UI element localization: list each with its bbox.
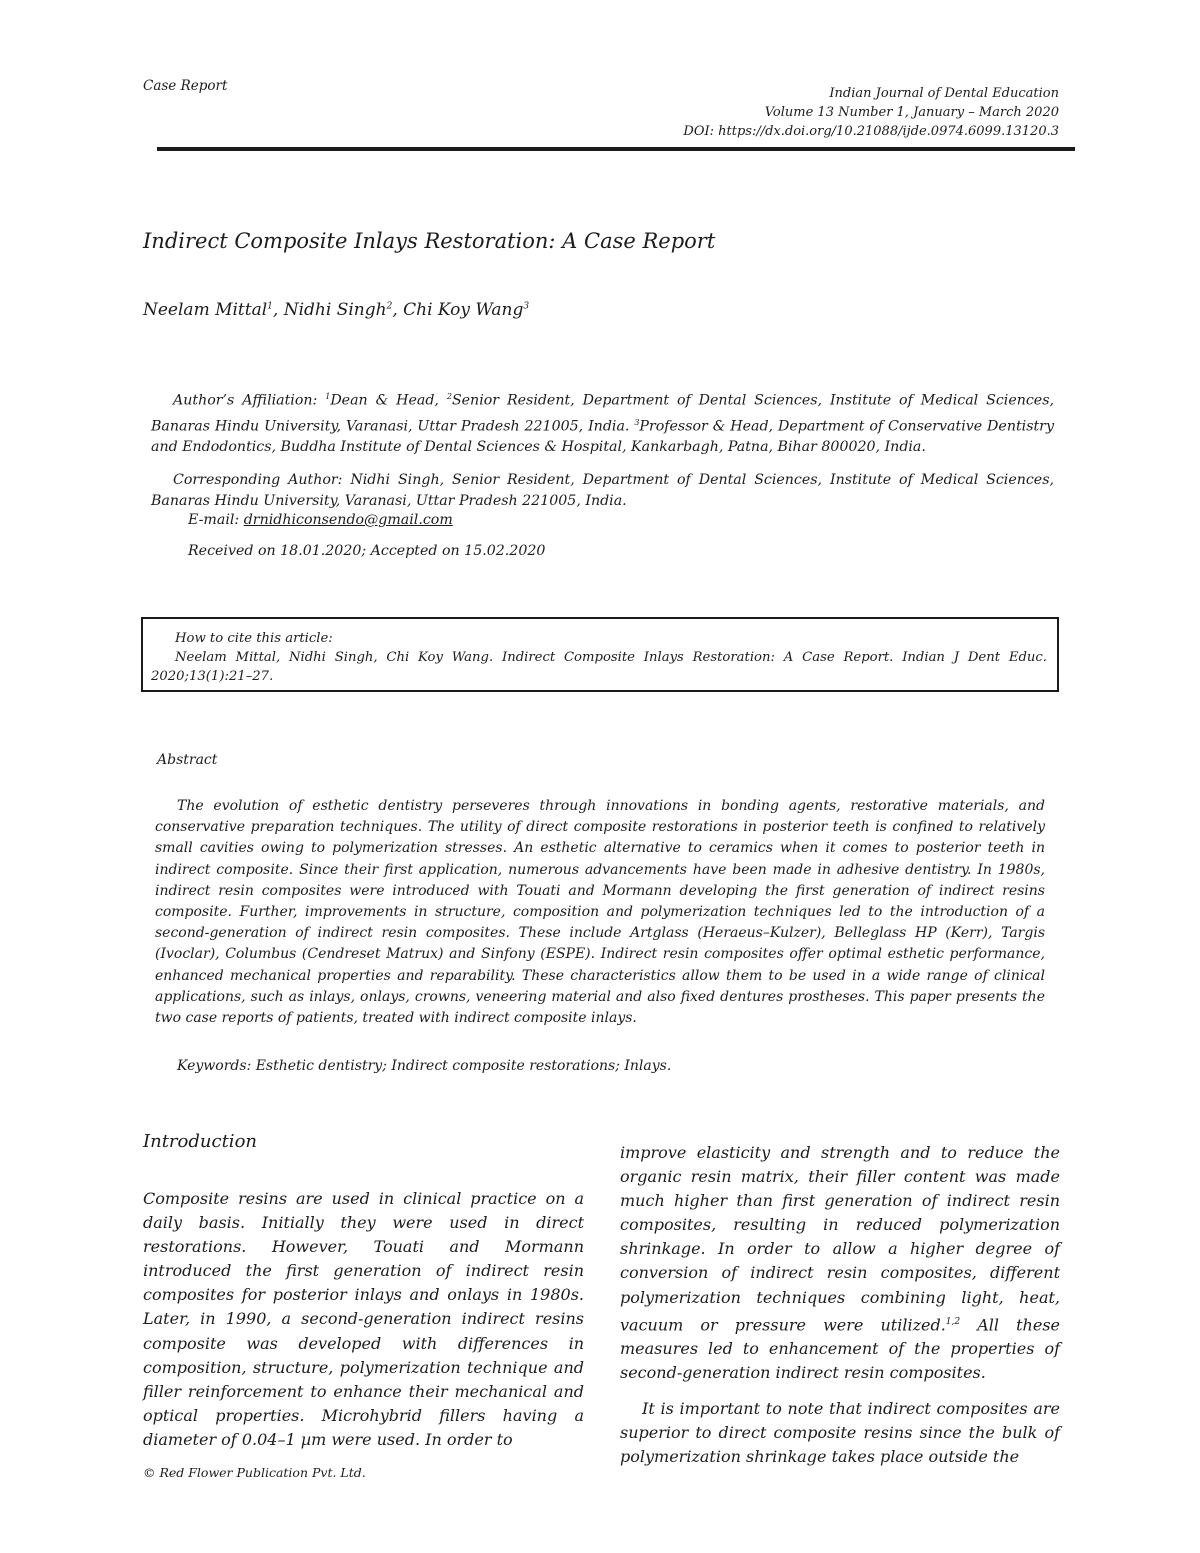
copyright-footer: © Red Flower Publication Pvt. Ltd.	[143, 1465, 366, 1480]
paragraph-text: improve elasticity and strength and to reduce the organic resin matrix, their filler content was made much higher than first generation of indirect resin composites, resulting in reduced polymerization shrinkage. In order to allow a higher degree of conversion of indirect resin composites, different polymerization techniques combining light, heat, vacuum or pressure were utilized.	[620, 1143, 1060, 1334]
author-separator: ,	[272, 300, 284, 320]
affiliation-part: Professor & Head, Department of Conservative Dentistry and Endodontics, Buddha Institute of Dental Sciences & Hospital, Kankarbagh, Patna, Bihar 800020, India.	[151, 418, 1054, 456]
journal-name: Indian Journal of Dental Education	[829, 86, 1059, 101]
affiliation-sup: 2	[446, 392, 452, 401]
author-sup: 2	[386, 301, 393, 312]
citation-box	[141, 617, 1059, 692]
email-line	[188, 512, 453, 528]
affiliation-sup: 3	[634, 417, 640, 427]
author-name: Neelam Mittal	[143, 300, 268, 320]
affiliation-part: Senior Resident, Department of Dental Sciences, Institute of Medical Sciences, Banaras Hindu University, Varanasi, Uttar Pradesh 221005, India.	[151, 392, 1054, 435]
author-sup: 3	[523, 301, 530, 312]
corresponding-author: Corresponding Author: Nidhi Singh, Senior Resident, Department of Dental Sciences, Institute of Medical Sciences, Banaras Hindu University, Varanasi, Uttar Pradesh 221005, India.	[151, 472, 1054, 510]
intro-paragraph: Composite resins are used in clinical practice on a daily basis. Initially they were used in direct restorations. However, Touati and Mormann introduced the first generation of indirect resin composites for posterior inlays and onlays in 1980s. Later, in 1990, a second-generation indirect resins composite was developed with differences in composition, structure, polymerization technique and filler reinforcement to enhance their mechanical and optical properties. Microhybrid fillers having a diameter of 0.04–1 µm were used. In order to	[143, 1189, 584, 1449]
doi-link[interactable]: DOI: https://dx.doi.org/10.21088/ijde.0974.6099.13120.3	[683, 124, 1059, 139]
citation-ref[interactable]: 1,2	[945, 1316, 961, 1327]
affiliation-block	[151, 386, 1054, 512]
author-sup: 1	[267, 301, 273, 312]
journal-header	[683, 84, 1059, 141]
author-name: Chi Koy Wang	[403, 300, 524, 320]
email-label: E-mail:	[188, 512, 244, 528]
left-column	[143, 1187, 584, 1452]
affiliation-text	[151, 386, 1054, 458]
intro-paragraph-continued	[620, 1141, 1060, 1385]
intro-paragraph: It is important to note that indirect composites are superior to direct composite resins since the bulk of polymerization shrinkage takes place outside the	[620, 1399, 1060, 1467]
citation-heading: How to cite this article:	[175, 631, 333, 646]
affiliation-sup: 1	[325, 392, 331, 401]
introduction-heading: Introduction	[143, 1131, 257, 1152]
citation-text: Neelam Mittal, Nidhi Singh, Chi Koy Wang. Indirect Composite Inlays Restoration: A Case Report. Indian J Dent Educ. 2020;13(1):21–27.	[151, 650, 1047, 684]
abstract-text: The evolution of esthetic dentistry perseveres through innovations in bonding agents, restorative materials, and conservative preparation techniques. The utility of direct composite restorations in posterior teeth is confined to relatively small cavities owing to polymerization stresses. An esthetic alternative to ceramics when it comes to posterior teeth in indirect composite. Since their first application, numerous advancements have been made in adhesive dentistry. In 1980s, indirect resin composites were introduced with Touati and Mormann developing the first generation of indirect resins composite. Further, improvements in structure, composition and polymerization techniques led to the introduction of a second-generation of indirect resin composites. These include Artglass (Heraeus–Kulzer), Belleglass HP (Kerr), Targis (Ivoclar), Columbus (Cendreset Matrux) and Sinfony (ESPE). Indirect resin composites offer optimal esthetic performance, enhanced mechanical properties and reparability. These characteristics allow them to be used in a wide range of clinical applications, such as inlays, onlays, crowns, veneering material and also fixed dentures prostheses. This paper presents the two case reports of patients, treated with indirect composite inlays.	[155, 798, 1045, 1027]
article-title: Indirect Composite Inlays Restoration: A Case Report	[143, 229, 716, 253]
author-list	[143, 300, 529, 320]
abstract-heading: Abstract	[157, 752, 218, 768]
article-type-label: Case Report	[143, 78, 228, 94]
email-link[interactable]: drnidhiconsendo@gmail.com	[243, 512, 453, 528]
keywords: Keywords: Esthetic dentistry; Indirect composite restorations; Inlays.	[177, 1058, 672, 1074]
volume-issue: Volume 13 Number 1, January – March 2020	[764, 105, 1059, 120]
author-separator: ,	[392, 300, 404, 320]
header-divider	[157, 147, 1075, 151]
paragraph-text: All these measures led to enhancement of the properties of second-generation indirect resin composites.	[620, 1314, 1060, 1383]
affiliation-label: Author’s Affiliation:	[173, 392, 326, 409]
right-column	[620, 1141, 1060, 1470]
affiliation-part: Dean & Head,	[330, 392, 447, 409]
received-dates: Received on 18.01.2020; Accepted on 15.02.2020	[188, 543, 546, 559]
author-name: Nidhi Singh	[283, 300, 387, 320]
